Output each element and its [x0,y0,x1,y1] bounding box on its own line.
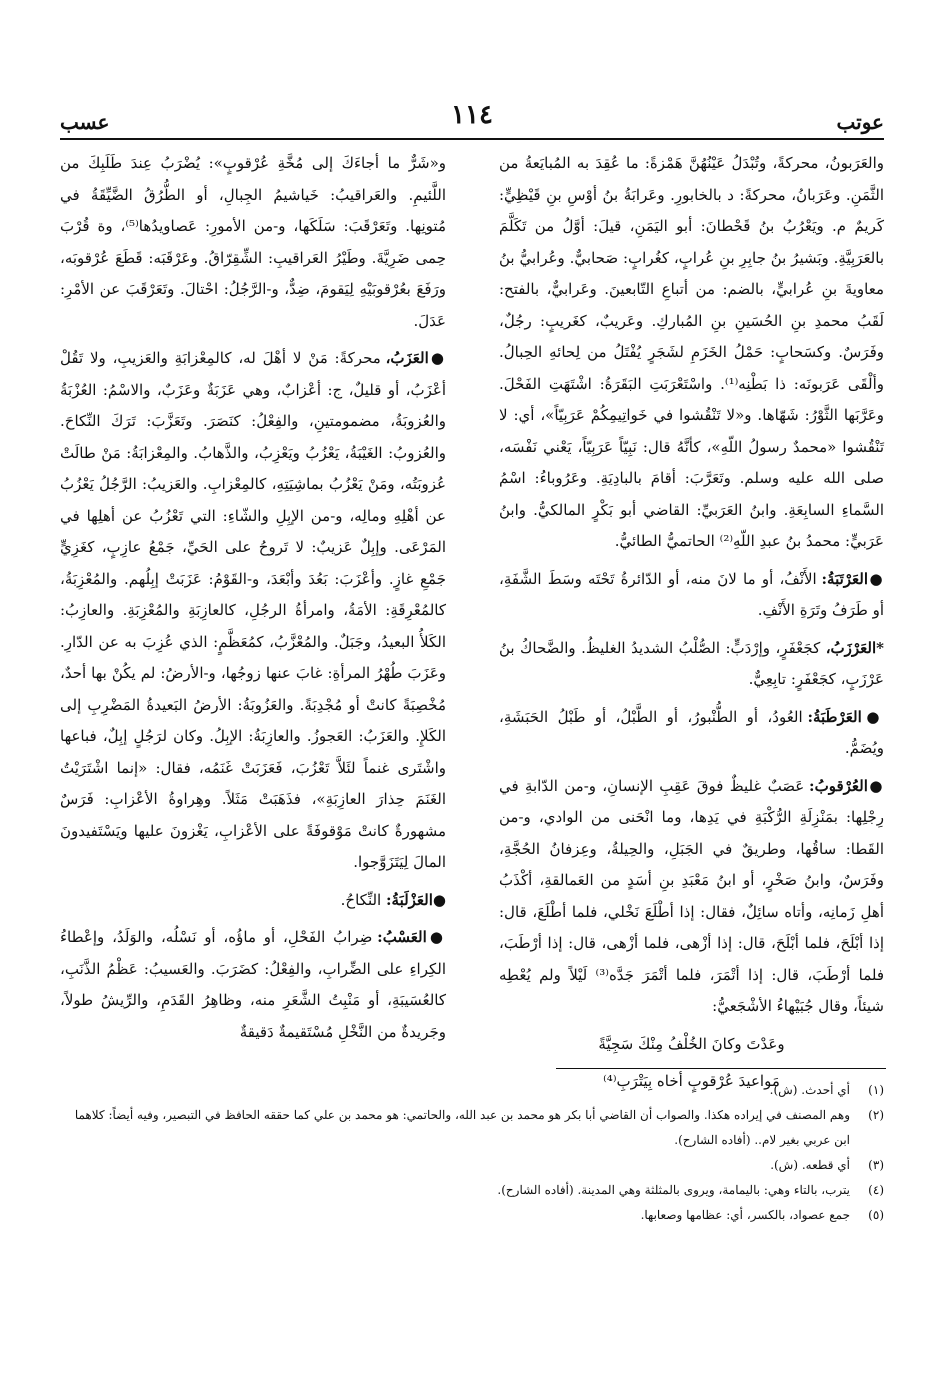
entry-text: و«شَرٌّ ما أجاءَكَ إلى مُخَّةِ عُرْقوبٍ»: يُضْرَبُ عِندَ طَلَبِكَ من اللَّئيمِ. والعَراقيبُ: خَياشيمُ الجِبالِ، أو الطُّرُقُ الضَّيِّقَةُ في مُتونِها. وتَعَرْقَبَ: سَلَكَها، و-من الأمورِ: عَصاويدُها⁽⁵⁾، وة قُرْبَ حِمى ضَرِيَّةَ. وطَيْرُ العَراقيبِ: الشِّقِرّاقُ. وعَرْقَبَه: قَطَعَ عُرْقوبَه، ورَفَعَ بعُرْقوبَيْهِ لِيَقومَ، ضِدٌّ، و-الرَّجُلُ: احْتالَ. وتَعَرْقَبَ عن الأمْرِ: عَدَلَ. [60,154,446,330]
footnote-text: جمع عصواد، بالكسر، أي: عظامها وصعابها. [640,1208,850,1222]
footnote-rule [556,1068,886,1069]
verse-text: مَواعيدَ عُرْقوبٍ أخاه بِيَتْرَبِ⁽⁴⁾ [603,1072,780,1090]
footnote [58,1078,884,1103]
entry-headword: ●العَزَبُ، [385,349,446,367]
entry-text: كجَعْفَرٍ، وإرْدَبٍّ: الصُّلْبُ الشديدُ الغليظُ. والضَّحاكُ بنُ عَرْزَبٍ، كجَعْفَرٍ: تابِعِيٌّ. [499,638,884,688]
page-number: ١١٤ [451,100,493,130]
entry-paragraph [60,922,446,1048]
entry-text: النِّكاحُ. [340,890,386,909]
footnote-text: يترب، بالتاء وهي: باليمامة، ويروى بالمثلثة وهي المدينة. (أفاده الشارح). [497,1183,850,1197]
entry-paragraph [499,564,884,627]
footnote [58,1203,884,1228]
page-header [60,96,884,136]
entry-text: الأَنْفُ، أو ما لانَ منه، أو الدّائرةُ تَحْتَه وسَطَ الشَّفَةِ، أو طَرَفُ وتَرَةِ الأَنْفِ. [499,569,884,619]
entry-headword: ●العَسْبُ: [377,928,446,946]
footnote-number: (٥) [868,1208,884,1222]
footnote-text: أي أحدث. (ش). [769,1083,850,1097]
footnote-text: وهم المصنف في إيراده هكذا. والصواب أن القاضي أبا بكر هو محمد بن عبد الله، والحاتمي: هو محمد بن علي كما حققه الحافظ في التبصير، وفيه أيضاً: كلاهما ابن عربي بغير لام.. (أفاده الشارح). [74,1108,850,1147]
entry-text: محركةً: مَنْ لا أهْلَ له، كالمِعْزابَةِ والعَزيبِ، ولا تَقُلْ أعْزَبُ، أو قليلٌ، ج: أعْزابٌ، وهي عَزَبَةٌ وعَزَبٌ، والاسْمُ: العُزْبَةُ والعُزوبَةُ، مضمومتينِ، والفِعْلُ: كنَصَرَ. وتَعَزَّبَ: تَرَكَ النِّكاحَ. والعُزوبُ: الغَيْبَةُ، يَعْزُبُ ويَعْزِبُ، والذَّهابُ. والمِعْزابَةُ: مَنْ طالَتْ عُزوبَتُه، ومَنْ يَعْزُبُ بماشِيَتِهِ، كالمِعْزابِ. والعَزيبُ: الرَّجُلُ يَعْزُبُ عن أهْلِهِ ومالِه، و-من الإبِلِ والشّاءِ: التي تَعْزُبُ عن أهلِها في المَرْعَى. وإبِلٌ عَزيبٌ: لا تَروحُ على الحَيِّ، جَمْعُ عازِبٍ، كغَزِيٍّ جَمْعِ غازٍ. وأعْزَبَ: بَعُدَ وأبْعَدَ، و-القَوْمُ: عَزَبَتْ إبِلُهم. والمُعْزِبَةُ، كالمُعْرِقَةِ: الأمَةُ، وامرأةُ الرجُلِ، كالعازِبَةِ والمُعْزِبَةِ. والعازِبُ: الكَلأُ البعيدُ، وجَبَلٌ. والمُعْزَّبُ، كمُعَظَّمٍ: الذي عُزِبَ به عن الدّارِ. وعَزَبَ طُهْرُ المرأةِ: غابَ عنها زوجُها، و-الأرضُ: لم يكُنْ بها أحدٌ، مُخْصِبَةً كانتْ أو مُجْدِبَةً. والعَزُوبَةُ: الأرضُ البَعيدةُ المَضْرِبِ إلى الكَلإِ. والعَزَبُ: العَجوزُ. والعازِبَةُ: الإبِلُ. وكان لرَجُلٍ إبِلٌ، فباعها واشْتَرى غنماً لئَلاَّ تَعْزُبَ، فَعَزَبَتْ غَنَمُه، فقال: «إنما اشْتَرَيْتُ الغَنَمَ حِذارَ العازِبَةِ»، فذَهَبَتْ مَثَلاً. وهِراوةُ الأعْزابِ: فَرَسٌ مشهورةٌ كانتْ مَوْقوفَةً على الأعْزابِ، يَغْزونَ عليها ويَسْتَفيدونَ المالَ لِيَتَزَوَّجوا. [60,349,446,871]
entry-headword: ●العَرْتَبَةُ: [821,569,884,588]
footnote-number: (٣) [868,1158,884,1172]
left-column [60,148,446,1054]
entry-headword: *العَرْزَبُ، [825,638,884,657]
footnote [58,1178,884,1203]
verse-line [499,1029,884,1061]
entry-paragraph [499,702,884,765]
entry-text: والعَرَبونُ، محركةً، وتُبْدَلُ عَيْنُهُنَّ هَمْزةً: ما عُقِدَ به المُبايَعةُ من الثَّمَنِ. وعَرَبانُ، محركةً: د بالخابورِ. وعَرابَةُ بنُ أوْسِ بنِ قَيْظِيٍّ: كَريمٌ م. ويَعْرُبُ بنُ قَحْطانَ: أبو اليَمَنِ، قيلَ: أوَّلُ من تَكَلَّمَ بالعَرَبِيَّةِ. وبَشيرُ بنُ جابِرِ بنِ عُرابٍ، كغُرابٍ: صَحابيٌّ. وعُرابيُّ بنُ معاويةَ بنِ عُرابيٍّ، بالضم: من أتباعِ التّابعينَ. وعَرابيٌّ، بالفتح: لَقَبُ محمدِ بنِ الحُسَينِ بنِ المُباركِ. وعَريبٌ، كغَريبٍ: رجُلٌ، وفَرَسٌ. وكسَحابٍ: حَمْلُ الخَزَمِ لشَجَرٍ يُفْتَلُ من لِحائهِ الحِبالُ. وألْقَى عَرَبونَه: ذا بَطْنِه⁽¹⁾. واسْتَعْرَبَتِ البَقَرَةُ: اشْتَهَتِ الفَحْلَ. وعَرَّبَها الثَّوْرُ: شَهّاها. و«لا تَنْقُشوا في خَواتِيمِكُمْ عَرَبِيّاً»، أي: لا تَنْقُشوا «محمدٌ رسولُ اللّهِ»، كأنَّهُ قال: نَبِيّاً عَرَبِيّاً، يَعْني نَفْسَه، صلى الله عليه وسلم. وتَعَرَّبَ: أقامَ بالبادِيَةِ. وعَرُوباءُ: اسْمُ السَّماءِ السابِعَةِ. وابنُ العَرَبيِّ: القاضي أبو بَكْرٍ المالكيُّ. وابنُ عَرَبيٍّ: محمدُ بنُ عبدِ اللّهِ⁽²⁾ الحاتميُّ الطائيُّ. [499,154,884,550]
footnote-text: أي قطعه. (ش). [770,1158,850,1172]
entry-headword: ●العَزْلَبَةُ: [385,890,446,909]
footnote [58,1153,884,1178]
verse-text: وعَدْتَ وكانَ الخُلْفُ مِنْكَ سَجِيَّةً [598,1034,785,1053]
entry-paragraph [499,148,884,558]
entry-paragraph [499,633,884,696]
right-column [499,148,884,1104]
entry-text: ضِرابُ الفَحْلِ، أو ماؤُه، أو نَسْلُه، والوَلَدُ، وإعْطاءُ الكِراءِ على الضِّرابِ، والفِعْلُ: كضَرَبَ. والعَسيبُ: عَظْمُ الذَّنَبِ، كالعُسَيبَةِ، أو مَنْبِتُ الشَّعَرِ منه، وظاهِرُ القَدَمِ، والرِّيشُ طولاً، وجَريدةٌ من النَّخْلِ مُسْتَقيمةٌ دَقيقةٌ [60,928,446,1041]
entry-paragraph [499,771,884,1023]
entry-text: عَصَبٌ غليظٌ فوقَ عَقِبِ الإنسانِ، و-من الدّابةِ في رِجْلِها: بمَنْزِلَةِ الرُّكْبَةِ في يَدِها، وما انْحَنى من الوادي، و-من القَطا: ساقُها، وطريقٌ في الجَبَلِ، والحِيلةُ، وعِزفانُ الحُجَّةِ، وفَرَسٌ، وابنُ صَخْرٍ، أو ابنُ مَعْبَدِ بنِ أسَدٍ من العَمالقةِ، أكْذَبُ أهلِ زَمانِه، وأتاه سائِلٌ، فقال: إذا أطْلَعَ نَخْلي، فلما أطْلَعَ، قال: إذا أبْلَحَ، فلما أبْلَحَ، قال: إذا أزْهى، فلما أزْهى، قال: إذا أرْطَبَ، فلما أرْطَبَ، قال: إذا أتْمَرَ، فلما أتْمَرَ جَدَّه⁽³⁾ لَيْلاً ولم يُعْطِه شيئاً، وقال جُبَيْهاءُ الأشْجَعيُّ: [499,776,884,1015]
entry-headword: ●العَرْطَبَةُ: [807,707,885,726]
footnote [58,1103,884,1153]
header-rule [60,138,884,140]
footnote-number: (٢) [868,1108,884,1122]
footnote-number: (١) [868,1083,884,1097]
entry-paragraph [60,148,446,337]
entry-headword: ●العُرْقوبُ: [809,776,884,795]
entry-text: العُودُ، أو الطُّنْبورُ، أو الطَّبْلُ، أو طَبْلُ الحَبَشَةِ، ويُضَمُّ. [499,707,884,757]
footnote-number: (٤) [868,1183,884,1197]
entry-paragraph [60,343,446,879]
footnotes [58,1078,884,1228]
header-left-word: عسب [60,110,110,134]
header-right-word: عوتب [836,110,884,134]
entry-paragraph [60,885,446,917]
